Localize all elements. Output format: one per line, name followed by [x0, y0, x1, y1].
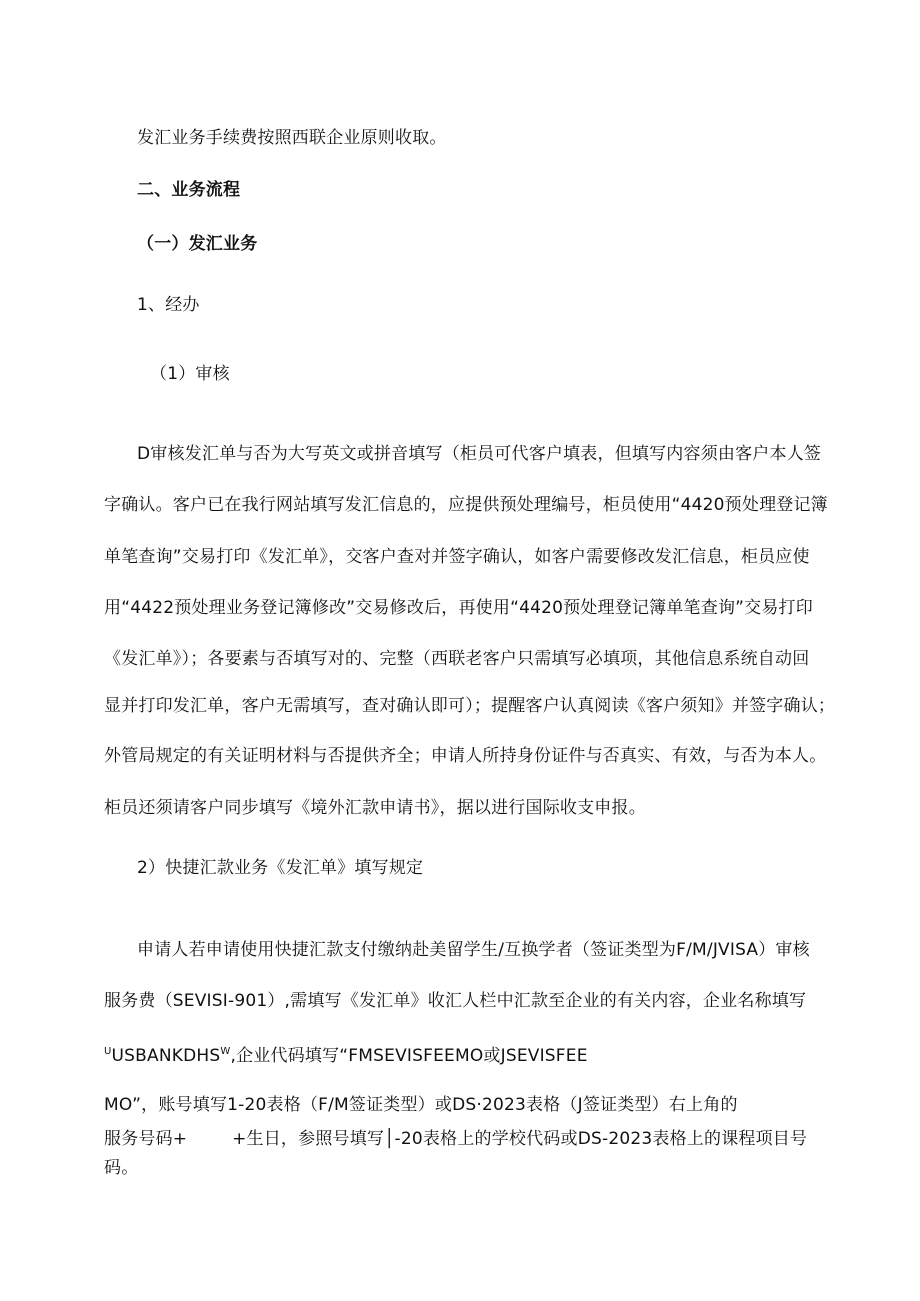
item1-line: D审核发汇单与否为大写英文或拼音填写（柜员可代客户填表，但填写内容须由客户本人签: [137, 444, 822, 464]
item1-line: 单笔查询”交易打印《发汇单》，交客户查对并签字确认，如客户需要修改发汇信息，柜员应使: [104, 547, 810, 567]
item1-heading: （1）审核: [150, 364, 230, 384]
item1-line: 显并打印发汇单，客户无需填写，查对确认即可）；提醒客户认真阅读《客户须知》并签字确认；: [104, 696, 836, 716]
item1-line: 字确认。客户已在我行网站填写发汇信息的，应提供预处理编号，柜员使用“4420预处理登记簿: [104, 495, 828, 515]
item1-line: 用“4422预处理业务登记簿修改”交易修改后，再使用“4420预处理登记簿单笔查询”交易打印: [104, 598, 813, 618]
item1-line: 外管局规定的有关证明材料与否提供齐全；申请人所持身份证件与否真实、有效，与否为本人。: [104, 746, 827, 766]
item2-line: [104, 1040, 588, 1068]
superscript-u: U: [104, 1046, 112, 1057]
item2-heading: 2）快捷汇款业务《发汇单》填写规定: [137, 858, 424, 878]
step-heading: 1、经办: [137, 295, 200, 315]
item2-line: 申请人若申请使用快捷汇款支付缴纳赴美留学生/互换学者（签证类型为F/M/JVISA）审核: [137, 940, 810, 960]
company-code-text: ,企业代码填写“FMSEVISFEEMO或JSEVISFEE: [230, 1046, 588, 1066]
superscript-w: W: [220, 1046, 231, 1057]
subsection-heading: （一）发汇业务: [137, 234, 258, 254]
item2-line: 服务号码+ +生日，参照号填写│-20表格上的学校代码或DS-2023表格上的课程项目号: [104, 1129, 808, 1149]
item2-line: 码。: [104, 1158, 139, 1178]
intro-paragraph: 发汇业务手续费按照西联企业原则收取。: [137, 128, 447, 148]
item1-line: 柜员还须请客户同步填写《境外汇款申请书》，据以进行国际收支申报。: [104, 798, 646, 818]
item1-line: 《发汇单》）；各要素与否填写对的、完整（西联老客户只需填写必填项，其他信息系统自动回: [104, 649, 810, 669]
section-heading: 二、业务流程: [137, 180, 241, 200]
item2-line: MO”，账号填写1-20表格（F/M签证类型）或DS·2023表格（J签证类型）右上角的: [104, 1095, 738, 1115]
item2-line: 服务费（SEVISI-901）,需填写《发汇单》收汇人栏中汇款至企业的有关内容，企业名称填写: [104, 991, 807, 1011]
company-name: USBANKDHS: [111, 1046, 221, 1066]
